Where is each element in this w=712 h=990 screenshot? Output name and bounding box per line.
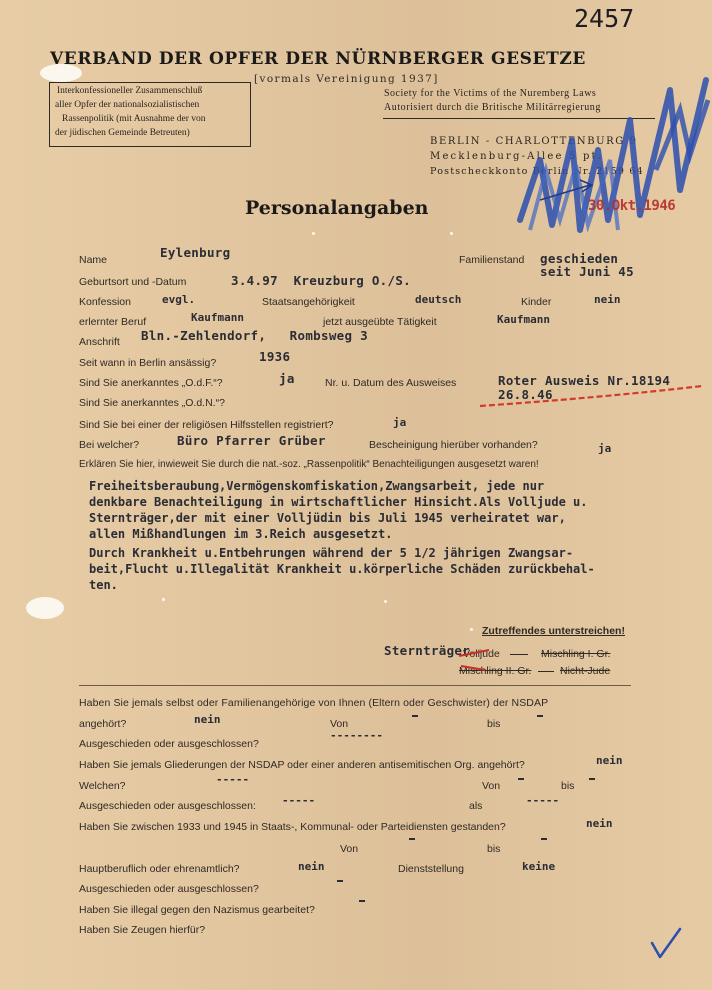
- label-von-1: Von: [330, 718, 349, 730]
- formerly-note: [vormals Vereinigung 1937]: [254, 73, 439, 85]
- statement-line-3: Sternträger,der mit einer Volljüdin bis Juli 1945 verheiratet war,: [89, 511, 566, 525]
- label-welcher: Bei welcher?: [79, 439, 140, 451]
- dash-von-1: [412, 715, 418, 717]
- label-anschrift: Anschrift: [79, 336, 120, 348]
- option-mischling-2: Mischling II. Gr.: [459, 665, 532, 677]
- paper-speck: [384, 600, 387, 603]
- received-date-stamp: 30.Okt.1946: [588, 198, 676, 214]
- label-geburtsort: Geburtsort und -Datum: [79, 276, 187, 288]
- section-divider: [79, 685, 631, 686]
- label-ausweis: Nr. u. Datum des Ausweises: [325, 377, 457, 389]
- value-familienstand-1: geschieden: [540, 251, 619, 266]
- value-staat: deutsch: [415, 293, 462, 306]
- paper-speck: [470, 628, 473, 631]
- label-von-2: Von: [482, 780, 501, 792]
- value-dienststellung: keine: [522, 860, 556, 873]
- address-line-1: BERLIN - CHARLOTTENBURG 9: [430, 136, 638, 147]
- label-dienststellung: Dienststellung: [398, 863, 464, 875]
- statement-line-1: Freiheitsberaubung,Vermögenskomfiskation,Zwangsarbeit, jede nur: [89, 479, 545, 493]
- punch-hole-bottom: [26, 597, 64, 619]
- authorization: Autorisiert durch die Britische Militärregierung: [384, 102, 601, 113]
- label-bescheinigung: Bescheinigung hierüber vorhanden?: [369, 439, 538, 451]
- value-welcher: Büro Pfarrer Grüber: [177, 433, 326, 448]
- dash-von-2: [518, 778, 524, 780]
- label-staatsangehoerigkeit: Staatsangehörigkeit: [262, 296, 355, 308]
- label-angehoert: angehört?: [79, 718, 127, 730]
- value-beruf: Kaufmann: [191, 311, 244, 324]
- label-als: als: [469, 800, 483, 812]
- value-ausgeschieden-dash: --------: [330, 729, 383, 742]
- label-ausgeschieden-2: Ausgeschieden oder ausgeschlossen:: [79, 800, 256, 812]
- value-taetigkeit: Kaufmann: [497, 313, 550, 326]
- english-name: Society for the Victims of the Nuremberg Laws: [384, 88, 597, 99]
- label-zutreffendes: Zutreffendes unterstreichen!: [482, 625, 625, 637]
- value-berlin-since: 1936: [259, 349, 291, 364]
- dash-ausgeschieden-3: [337, 880, 343, 882]
- option-mischling-1: Mischling I. Gr.: [541, 648, 611, 660]
- label-kinder: Kinder: [521, 296, 552, 308]
- paper-speck: [312, 232, 315, 235]
- dash-illegal: [359, 900, 365, 902]
- value-registriert: ja: [393, 416, 407, 429]
- label-bis-1: bis: [487, 718, 501, 730]
- option-nichtjude: Nicht-Jude: [560, 665, 611, 677]
- value-hauptberuflich: nein: [298, 860, 325, 873]
- label-odf: Sind Sie anerkanntes „O.d.F.“?: [79, 377, 223, 389]
- value-geburt: 3.4.97 Kreuzburg O./S.: [231, 273, 411, 288]
- dash-separator: [510, 654, 528, 655]
- org-name: VERBAND DER OPFER DER NÜRNBERGER GESETZE: [50, 49, 586, 69]
- label-odn: Sind Sie anerkanntes „O.d.N.“?: [79, 397, 225, 409]
- label-hauptberuflich: Hauptberuflich oder ehrenamtlich?: [79, 863, 240, 875]
- label-gliederungen: Haben Sie jemals Gliederungen der NSDAP oder einer anderen antisemitischen Org. angehört?: [79, 759, 525, 771]
- address-line-3: Postscheckkonto Berlin Nr. 2159 64: [430, 166, 644, 177]
- label-familienstand: Familienstand: [459, 254, 525, 266]
- value-familienstand-2: seit Juni 45: [540, 264, 634, 279]
- label-name: Name: [79, 254, 108, 266]
- statement-line-2: denkbare Benachteiligung in wirtschaftlicher Hinsicht.Als Volljude u.: [89, 495, 588, 509]
- value-ausweis-1: Roter Ausweis Nr.18194: [498, 373, 671, 388]
- value-als: -----: [526, 794, 560, 807]
- label-beruf: erlernter Beruf: [79, 316, 147, 328]
- dash-von-3: [409, 838, 415, 840]
- value-sterntraeger: Sternträger: [384, 643, 471, 658]
- label-bis-3: bis: [487, 843, 501, 855]
- label-ausgeschieden: Ausgeschieden oder ausgeschlossen?: [79, 738, 259, 750]
- box-line-1: Interkonfessioneller Zusammenschluß: [57, 86, 203, 96]
- dash-separator: [538, 671, 554, 672]
- label-bis-2: bis: [561, 780, 575, 792]
- label-illegal: Haben Sie illegal gegen den Nazismus gearbeitet?: [79, 904, 315, 916]
- address-line-2: Mecklenburg-Allee 5 pt.: [430, 151, 604, 162]
- value-name: Eylenburg: [160, 245, 231, 260]
- label-konfession: Konfession: [79, 296, 131, 308]
- value-welchen: -----: [216, 773, 250, 786]
- dash-bis-3: [541, 838, 547, 840]
- value-ausweis-2: 26.8.46: [498, 387, 553, 402]
- value-anschrift: Bln.-Zehlendorf, Rombsweg 3: [141, 328, 368, 343]
- box-line-3: Rassenpolitik (mit Ausnahme der von: [62, 114, 206, 124]
- label-erklaeren: Erklären Sie hier, inwieweit Sie durch die nat.-soz. „Rassenpolitik“ Benachteiligungen ausgesetzt waren!: [79, 459, 539, 470]
- label-zeugen: Haben Sie Zeugen hierfür?: [79, 924, 206, 936]
- box-line-2: aller Opfer der nationalsozialistischen: [55, 100, 200, 110]
- paper-speck: [162, 598, 165, 601]
- dash-bis-1: [537, 715, 543, 717]
- label-ausgeschieden-3: Ausgeschieden oder ausgeschlossen?: [79, 883, 259, 895]
- label-dienste: Haben Sie zwischen 1933 und 1945 in Staats-, Kommunal- oder Parteidiensten gestanden?: [79, 821, 506, 833]
- form-title: Personalangaben: [245, 197, 429, 219]
- check-mark-icon: [648, 925, 684, 961]
- box-line-4: der jüdischen Gemeinde Betreuten): [55, 128, 190, 138]
- value-odf: ja: [279, 371, 295, 386]
- statement-line-6: beit,Flucht u.Illegalität Krankheit u.körperliche Schäden zurückbehal-: [89, 562, 595, 576]
- value-konfession: evgl.: [162, 293, 196, 306]
- value-bescheinigung: ja: [598, 442, 612, 455]
- red-strike-mark: [455, 640, 495, 674]
- label-nsdap-q1: Haben Sie jemals selbst oder Familienangehörige von Ihnen (Eltern oder Geschwister) der NSDAP: [79, 697, 549, 709]
- value-gliederungen: nein: [596, 754, 623, 767]
- value-dienste: nein: [586, 817, 613, 830]
- label-welchen: Welchen?: [79, 780, 126, 792]
- paper-speck: [450, 232, 453, 235]
- statement-line-4: allen Mißhandlungen im 3.Reich ausgesetzt.: [89, 527, 393, 541]
- value-kinder: nein: [594, 293, 621, 306]
- label-registriert: Sind Sie bei einer der religiösen Hilfsstellen registriert?: [79, 419, 334, 431]
- statement-line-7: ten.: [89, 578, 118, 592]
- statement-line-5: Durch Krankheit u.Entbehrungen während der 5 1/2 jährigen Zwangsar-: [89, 546, 574, 560]
- red-underline-mark: [476, 382, 706, 412]
- dash-bis-2: [589, 778, 595, 780]
- option-volljude: Volljude: [463, 648, 500, 660]
- file-number: 2457: [574, 4, 635, 33]
- value-nsdap-angehoert: nein: [194, 713, 221, 726]
- label-berlin-since: Seit wann in Berlin ansässig?: [79, 357, 217, 369]
- label-von-3: Von: [340, 843, 359, 855]
- label-taetigkeit: jetzt ausgeübte Tätigkeit: [323, 316, 437, 328]
- value-ausgeschieden-2: -----: [282, 794, 316, 807]
